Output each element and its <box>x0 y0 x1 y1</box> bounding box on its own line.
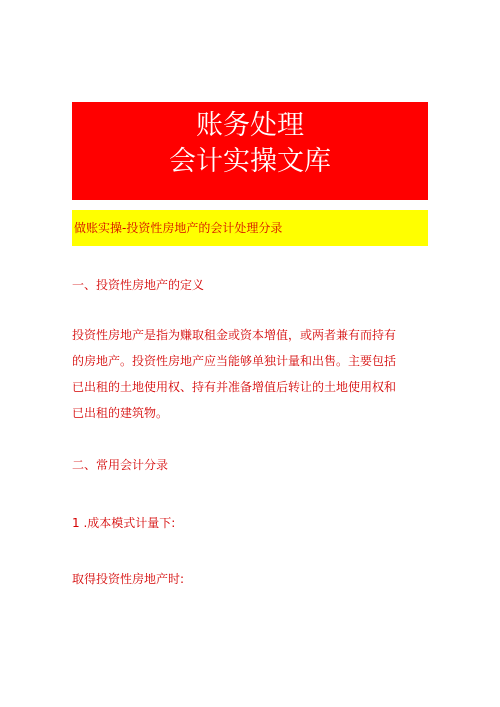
section-heading-definition: 一、投资性房地产的定义 <box>72 278 205 292</box>
title-banner <box>72 102 428 200</box>
document-subtitle: 做账实操-投资性房地产的会计处理分录 <box>74 221 283 235</box>
banner-title-line1: 账务处理 <box>196 110 304 141</box>
paragraph-line: 的房地产。投资性房地产应当能够单独计量和出售。主要包括 <box>72 354 397 368</box>
banner-title-line2: 会计实操文库 <box>169 146 331 177</box>
paragraph-line: 投资性房地产是指为赚取租金或资本增值，或两者兼有而持有 <box>72 328 397 342</box>
definition-paragraph <box>72 322 422 426</box>
section-heading-entries: 二、常用会计分录 <box>72 458 169 472</box>
paragraph-line: 已出租的土地使用权、持有并准备增值后转让的土地使用权和 <box>72 380 397 394</box>
subtitle-bar <box>72 210 428 246</box>
paragraph-line: 已出租的建筑物。 <box>72 406 169 420</box>
subsection-acquisition: 取得投资性房地产时: <box>72 572 185 586</box>
subsection-cost-model: 1 .成本模式计量下: <box>72 516 176 530</box>
